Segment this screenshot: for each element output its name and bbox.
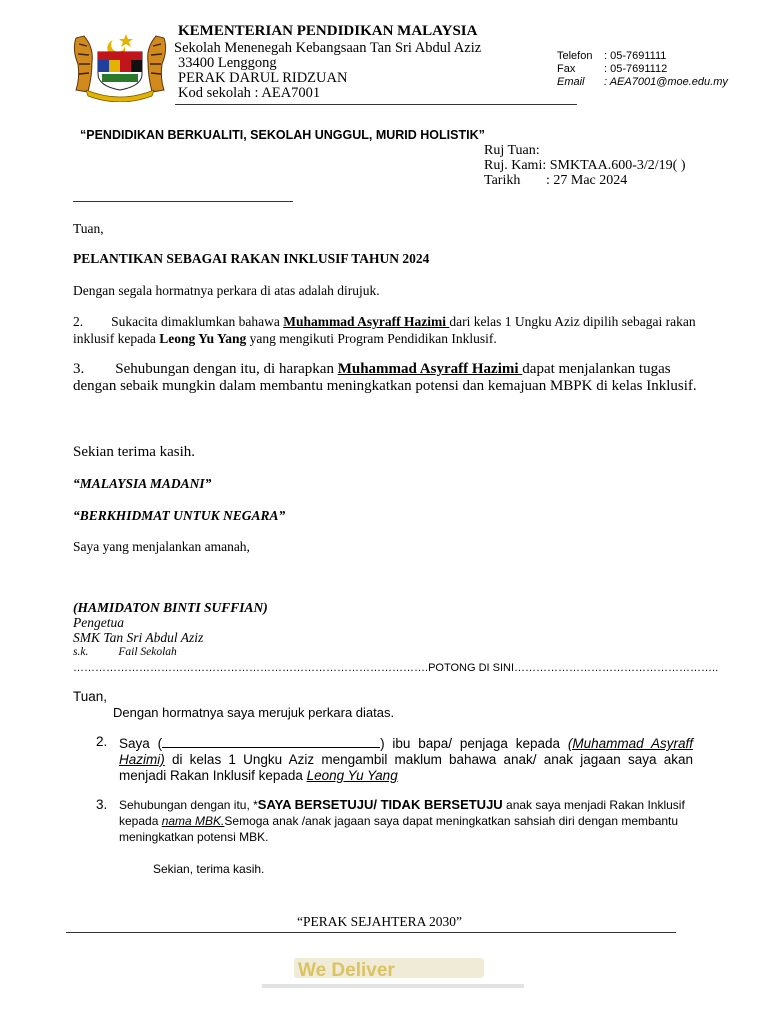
cut-dots-right: ……………………………………………….. <box>514 662 719 674</box>
ref-date-value: : 27 Mac 2024 <box>546 173 628 188</box>
reply-item-3-text-b: anak saya menjadi Rakan Inklusif kepada <box>119 798 685 828</box>
ref-date <box>484 173 627 189</box>
signatory-position: Pengetua <box>73 615 124 630</box>
ref-ruj-kami-label: Ruj. Kami: <box>484 158 547 173</box>
header-divider <box>175 104 577 105</box>
contact-phone-label: Telefon <box>557 50 593 62</box>
paragraph-2-name: Muhammad Asyraff Hazimi <box>283 314 450 329</box>
letter-subject: PELANTIKAN SEBAGAI RAKAN INKLUSIF TAHUN 2024 <box>73 251 430 266</box>
contact-email-label: Email <box>557 76 585 88</box>
reply-item-3-number: 3. <box>96 797 108 812</box>
reply-item-2-text-b: ) ibu bapa/ penjaga kepada <box>380 736 568 751</box>
footer-divider <box>66 932 676 933</box>
reply-salutation: Tuan, <box>73 689 108 704</box>
parent-name-blank[interactable] <box>162 734 380 748</box>
paragraph-2-number: 2. <box>73 314 84 329</box>
reply-thanks: Sekian, terima kasih. <box>153 862 265 876</box>
contact-fax-value: : 05-7691112 <box>604 63 668 75</box>
cut-dots-left: ……………………………………………………………………………………. <box>73 662 429 674</box>
reply-item-3-mbk: nama MBK. <box>161 814 225 828</box>
paragraph-3-number: 3. <box>73 361 85 377</box>
we-deliver-logo-icon <box>232 946 532 996</box>
reply-item-2-number: 2. <box>96 734 108 749</box>
contact-fax-label: Fax <box>557 63 576 75</box>
ref-ruj-kami <box>484 158 686 174</box>
reply-item-3-text-a: Sehubungan dengan itu, * <box>119 798 258 812</box>
cut-line <box>73 662 718 674</box>
signatory-school: SMK Tan Sri Abdul Aziz <box>73 630 204 645</box>
paragraph-3-text-b: dapat menjalankan tugas dengan sebaik mungkin dalam membantu meningkatkan potensi dan kemajuan MBPK di kelas Inklusif. <box>73 361 697 394</box>
reply-item-2-text-a: Saya ( <box>119 736 163 751</box>
ref-date-label: Tarikh <box>484 173 521 188</box>
contact-email <box>557 76 728 88</box>
we-deliver-logo-text: We Deliver <box>298 960 395 981</box>
contact-phone-value: : 05-7691111 <box>604 50 667 62</box>
slogan-madani: “MALAYSIA MADANI” <box>73 476 212 491</box>
paragraph-2-student: Leong Yu Yang <box>159 331 247 346</box>
reply-item-2-text-c: di kelas 1 Ungku Aziz mengambil maklum bahawa anak/ anak jagaan saya akan menjadi Rakan Inklusif kepada <box>119 752 693 783</box>
consent-choice[interactable]: SAYA BERSETUJU/ TIDAK BERSETUJU <box>257 797 503 812</box>
paragraph-2-text-c: yang mengikuti Program Pendidikan Inklusif. <box>246 331 497 346</box>
coat-of-arms-icon <box>70 30 170 102</box>
letter-intro: Dengan segala hormatnya perkara di atas adalah dirujuk. <box>73 283 380 298</box>
sk-label: s.k. <box>73 646 89 658</box>
reply-item-2 <box>119 734 693 784</box>
paragraph-2-text-b: dari kelas 1 Ungku Aziz dipilih sebagai rakan inklusif kepada <box>73 314 696 346</box>
ministry-name: KEMENTERIAN PENDIDIKAN MALAYSIA <box>178 23 478 39</box>
cut-label: POTONG DI SINI <box>428 662 515 674</box>
school-motto: “PENDIDIKAN BERKUALITI, SEKOLAH UNGGUL, MURID HOLISTIK” <box>80 128 485 142</box>
paragraph-3 <box>73 361 703 395</box>
reply-item-3 <box>119 797 697 845</box>
salutation: Tuan, <box>73 221 104 236</box>
contact-phone <box>557 50 666 62</box>
contact-fax <box>557 63 667 75</box>
footer-slogan: “PERAK SEJAHTERA 2030” <box>297 914 462 929</box>
paragraph-2-text-a: Sukacita dimaklumkan bahawa <box>111 314 284 329</box>
paragraph-3-text-a: Sehubungan dengan itu, di harapkan <box>115 361 338 377</box>
slogan-berkhidmat: “BERKHIDMAT UNTUK NEGARA” <box>73 508 286 523</box>
contact-email-value: : AEA7001@moe.edu.my <box>604 76 728 88</box>
ref-ruj-kami-value: SMKTAA.600-3/2/19( ) <box>549 158 686 173</box>
sk-line <box>73 646 177 658</box>
ref-ruj-tuan: Ruj Tuan: <box>484 143 540 158</box>
sk-value: Fail Sekolah <box>118 646 177 658</box>
reply-intro: Dengan hormatnya saya merujuk perkara diatas. <box>113 705 395 720</box>
reply-item-3-text-c: Semoga anak /anak jagaan saya dapat meningkatkan sahsiah diri dengan membantu meningkatkan potensi MBK. <box>119 814 679 844</box>
school-code: Kod sekolah : AEA7001 <box>178 85 321 101</box>
reply-item-2-student: Leong Yu Yang <box>306 768 398 783</box>
signatory-name: (HAMIDATON BINTI SUFFIAN) <box>73 600 268 615</box>
reply-item-2-name: (Muhammad Asyraff Hazimi) <box>119 736 693 767</box>
amanah-line: Saya yang menjalankan amanah, <box>73 539 250 554</box>
school-state: PERAK DARUL RIDZUAN <box>178 70 348 86</box>
closing-thanks: Sekian terima kasih. <box>73 444 196 460</box>
recipient-line <box>73 201 293 202</box>
paragraph-2 <box>73 313 703 347</box>
paragraph-3-name: Muhammad Asyraff Hazimi <box>337 361 523 377</box>
school-name: Sekolah Menenegah Kebangsaan Tan Sri Abdul Aziz <box>174 40 482 56</box>
school-postcode: 33400 Lenggong <box>178 55 277 71</box>
